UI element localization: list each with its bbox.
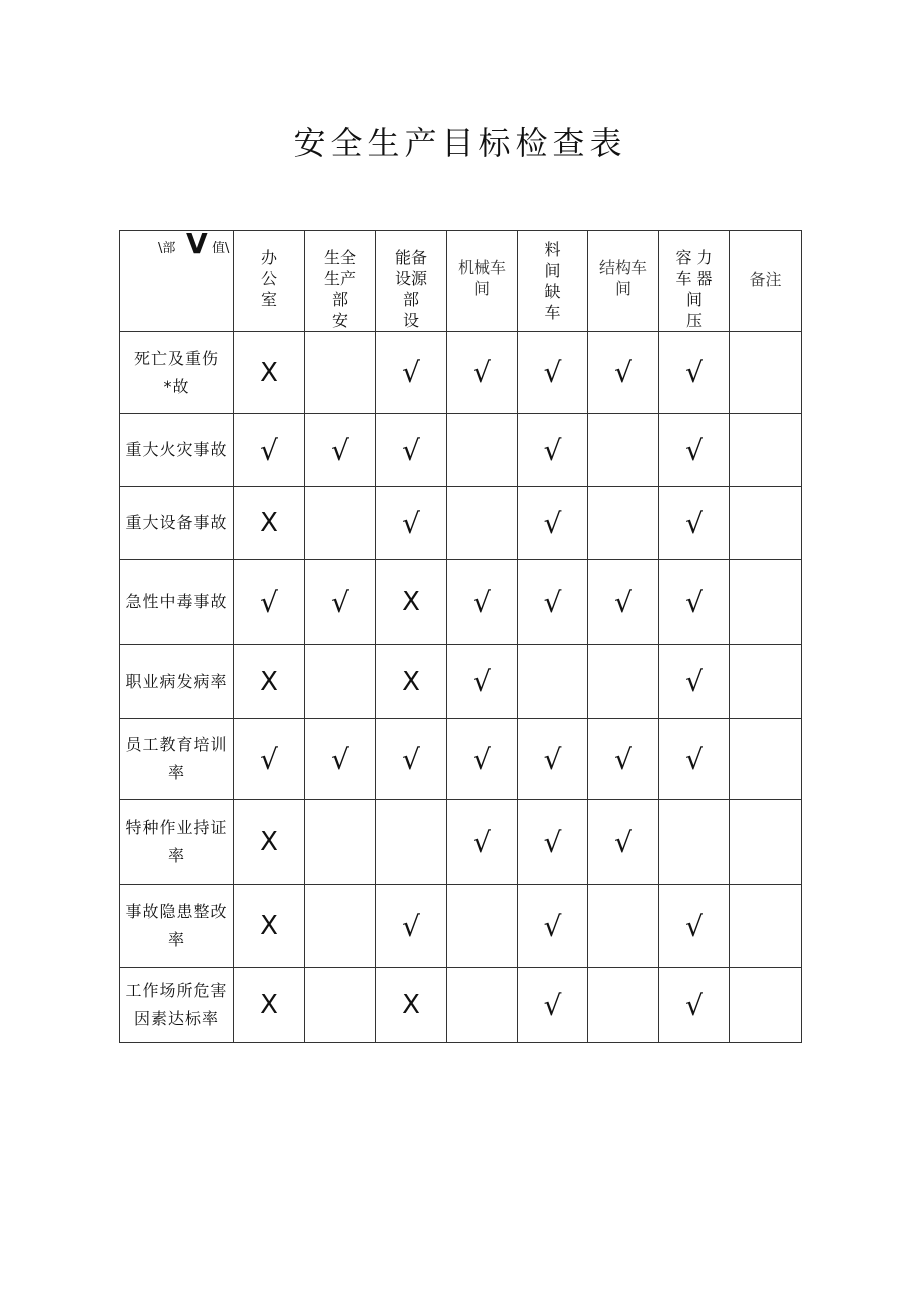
check-mark-cell: √ [305,719,376,800]
empty-cell [730,800,802,885]
check-mark-cell: √ [234,560,305,645]
check-mark-cell: √ [659,719,730,800]
empty-cell [730,487,802,560]
check-mark-cell: √ [447,645,518,719]
column-header-structure: 结构车 间 [598,258,647,298]
check-mark-cell: √ [447,719,518,800]
table-row [120,885,802,968]
empty-cell [730,414,802,487]
check-mark-cell: √ [518,800,588,885]
column-header-energy-equipment: 能备 设源 部 设 [394,248,427,330]
empty-cell [588,885,659,968]
check-mark-cell: √ [659,885,730,968]
empty-cell [730,968,802,1043]
check-mark-cell: √ [376,719,447,800]
table-row [120,719,802,800]
empty-cell [305,885,376,968]
empty-cell [518,645,588,719]
empty-cell [447,968,518,1043]
check-mark-cell: √ [588,560,659,645]
empty-cell [730,332,802,414]
corner-left-text: \部 [158,241,176,256]
check-mark-cell: √ [659,414,730,487]
empty-cell [305,800,376,885]
table-row [120,487,802,560]
row-label: 死亡及重伤 *故 [120,332,234,414]
row-label: 事故隐患整改 率 [120,885,234,968]
check-mark-cell: √ [518,487,588,560]
check-mark-cell: √ [659,487,730,560]
empty-cell [588,968,659,1043]
empty-cell [447,487,518,560]
table-row [120,560,802,645]
empty-cell [588,414,659,487]
check-mark-cell: √ [376,332,447,414]
header-row [120,231,802,332]
empty-cell [730,560,802,645]
corner-mark: V [186,227,208,260]
row-label: 重大火灾事故 [120,414,234,487]
cross-mark-cell: X [234,885,305,968]
empty-cell [588,645,659,719]
column-header-remarks: 备注 [749,270,782,289]
table-row [120,645,802,719]
check-mark-cell: √ [234,414,305,487]
check-mark-cell: √ [588,800,659,885]
column-header-material: 料 间 缺 车 [544,240,561,322]
column-header-pressure-vessel: 容 力 车 器 间 压 [675,248,713,330]
empty-cell [447,414,518,487]
empty-cell [730,719,802,800]
corner-right-text: 值\ [212,241,230,256]
check-mark-cell: √ [518,414,588,487]
row-label: 急性中毒事故 [120,560,234,645]
page-title: 安全生产目标检查表 [293,124,627,162]
check-mark-cell: √ [588,332,659,414]
row-label: 员工教育培训 率 [120,719,234,800]
check-mark-cell: √ [376,487,447,560]
empty-cell [730,885,802,968]
check-mark-cell: √ [376,414,447,487]
check-mark-cell: √ [447,800,518,885]
check-mark-cell: √ [659,645,730,719]
row-label: 特种作业持证 率 [120,800,234,885]
column-header-safety-production: 生全 生产 部 安 [323,248,356,330]
cross-mark-cell: X [234,332,305,414]
empty-cell [447,885,518,968]
cross-mark-cell: X [376,560,447,645]
check-mark-cell: √ [659,560,730,645]
check-mark-cell: √ [659,968,730,1043]
empty-cell [376,800,447,885]
check-mark-cell: √ [518,885,588,968]
corner-cell [120,227,234,332]
cross-mark-cell: X [234,487,305,560]
empty-cell [305,968,376,1043]
check-mark-cell: √ [518,560,588,645]
empty-cell [305,332,376,414]
table-row [120,968,802,1043]
check-mark-cell: √ [447,332,518,414]
empty-cell [730,645,802,719]
table-row [120,332,802,414]
check-mark-cell: √ [659,332,730,414]
check-mark-cell: √ [518,968,588,1043]
empty-cell [305,487,376,560]
row-label: 重大设备事故 [120,487,234,560]
empty-cell [305,645,376,719]
check-mark-cell: √ [518,719,588,800]
check-mark-cell: √ [376,885,447,968]
check-mark-cell: √ [447,560,518,645]
safety-check-table [119,227,802,1043]
check-mark-cell: √ [305,414,376,487]
column-header-office: 办 公 室 [260,248,277,309]
check-mark-cell: √ [588,719,659,800]
cross-mark-cell: X [376,645,447,719]
cross-mark-cell: X [376,968,447,1043]
column-header-machinery: 机械车 间 [457,258,506,298]
cross-mark-cell: X [234,800,305,885]
table-row [120,800,802,885]
empty-cell [588,487,659,560]
check-mark-cell: √ [305,560,376,645]
cross-mark-cell: X [234,645,305,719]
row-label: 职业病发病率 [120,645,234,719]
row-label: 工作场所危害 因素达标率 [120,968,234,1043]
check-mark-cell: √ [234,719,305,800]
empty-cell [659,800,730,885]
check-mark-cell: √ [518,332,588,414]
table-row [120,414,802,487]
cross-mark-cell: X [234,968,305,1043]
